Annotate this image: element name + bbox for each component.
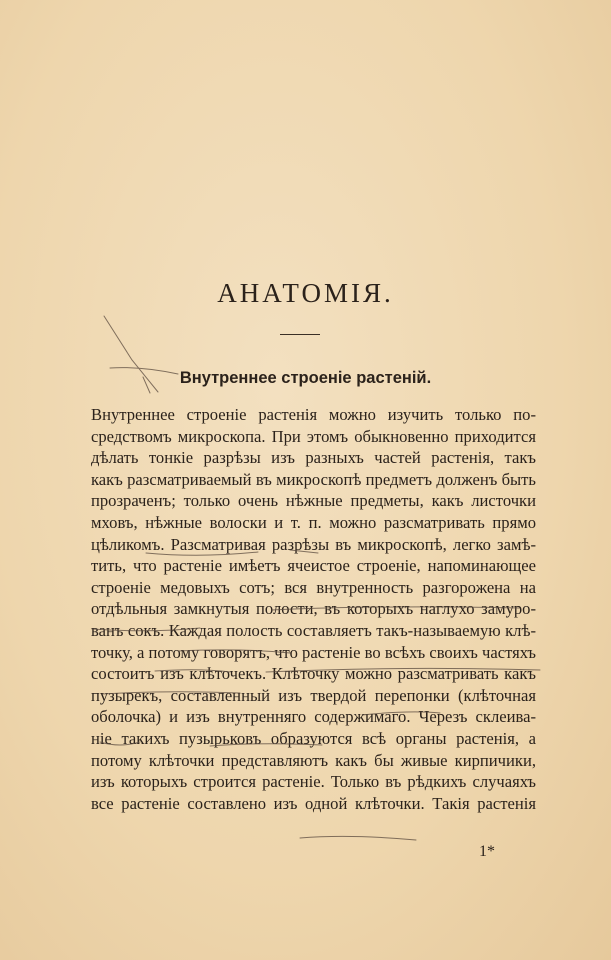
- body-text: [91, 404, 536, 814]
- text-line: ванъ сокъ. Каждая полость составляетъ такъ-называемую клѣ-: [91, 620, 536, 640]
- pencil-stroke: [300, 836, 416, 840]
- chapter-title: АНАТОМІЯ.: [217, 278, 394, 308]
- text-line: все растеніе составлено изъ одной клѣточки. Такія растенія: [91, 793, 536, 813]
- text-line: строеніе медовыхъ сотъ; вся внутренность разгорожена на: [91, 577, 536, 597]
- text-line: отдѣльныя замкнутыя полости, въ которыхъ наглухо замуро-: [91, 599, 536, 619]
- text-line: цѣликомъ. Разсматривая разрѣзы въ микроскопѣ, легко замѣ-: [91, 534, 536, 554]
- text-line: какъ разсматриваемый въ микроскопѣ предметъ долженъ быть: [91, 469, 536, 489]
- text-line: состоитъ изъ клѣточекъ. Клѣточку можно разсматривать какъ: [91, 664, 536, 684]
- text-line: ніе такихъ пузырьковъ образуются всѣ органы растенія, а: [91, 728, 536, 748]
- text-line: пузырекъ, составленный изъ твердой перепонки (клѣточная: [91, 685, 536, 705]
- text-line: оболочка) и изъ внутренняго содержимаго. Черезъ склеива-: [91, 707, 536, 727]
- title-rule: [280, 334, 320, 335]
- page-number: 1*: [479, 843, 495, 860]
- section-title: Внутреннее строеніе растеній.: [179, 369, 432, 387]
- text-line: точку, а потому говорятъ, что растеніе во всѣхъ своихъ частяхъ: [91, 642, 536, 662]
- text-line: дѣлать тонкіе разрѣзы изъ разныхъ частей растенія, такъ: [91, 448, 536, 468]
- text-line: прозраченъ; только очень нѣжные предметы, какъ листочки: [91, 491, 536, 511]
- text-line: Внутреннее строеніе растенія можно изучить только по-: [91, 405, 536, 424]
- text-line: мховъ, нѣжные волоски и т. п. можно разсматривать прямо: [91, 512, 536, 532]
- text-line: потому клѣточки представляютъ какъ бы живые кирпичики,: [91, 750, 536, 770]
- text-line: средствомъ микроскопа. При этомъ обыкновенно приходится: [91, 426, 536, 446]
- text-line: изъ которыхъ строится растеніе. Только въ рѣдкихъ случаяхъ: [91, 772, 536, 792]
- text-line: тить, что растеніе имѣетъ ячеистое строеніе, напоминающее: [91, 556, 536, 576]
